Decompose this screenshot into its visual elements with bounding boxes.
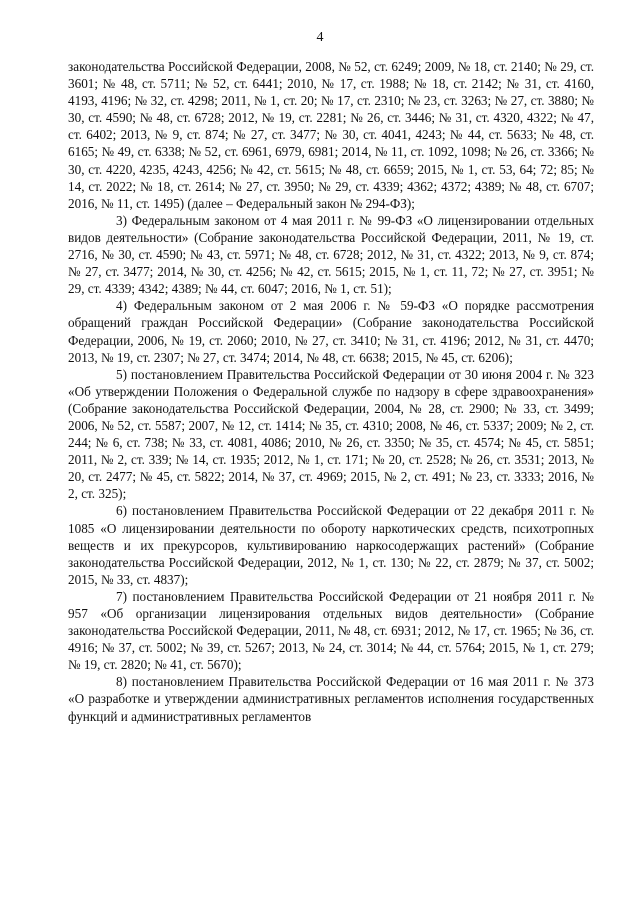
- paragraph-item-4: 4) Федеральным законом от 2 мая 2006 г. № 59-ФЗ «О порядке рассмотрения обращений граждан Российской Федерации» (Собрание законодательства Российской Федерации, 2006, № 19, ст. 2060; 2010, № 27, ст. 3410; № 31, ст. 4196; 2012, № 31, ст. 4470; 2013, № 19, ст. 2307; № 27, ст. 3474; 2014, № 48, ст. 6638; 2015, № 45, ст. 6206);: [68, 298, 594, 365]
- paragraph-item-6: 6) постановлением Правительства Российской Федерации от 22 декабря 2011 г. № 1085 «О лицензировании деятельности по обороту наркотических средств, психотропных веществ и их прекурсоров, культивированию наркосодержащих растений» (Собрание законодательства Российской Федерации, 2012, № 1, ст. 130; № 22, ст. 2879; № 37, ст. 5002; 2015, № 33, ст. 4837);: [68, 503, 594, 587]
- paragraph-continuation: законодательства Российской Федерации, 2008, № 52, ст. 6249; 2009, № 18, ст. 2140; № 29, ст. 3601; № 48, ст. 5711; № 52, ст. 6441; 2010, № 17, ст. 1988; № 18, ст. 2142; № 31, ст. 4160, 4193, 4196; № 32, ст. 4298; 2011, № 1, ст. 20; № 17, ст. 2310; № 23, ст. 3263; № 27, ст. 3880; № 30, ст. 4590; № 48, ст. 6728; 2012, № 19, ст. 2281; № 26, ст. 3446; № 31, ст. 4320, 4322; № 47, ст. 6402; 2013, № 9, ст. 874; № 27, ст. 3477; № 30, ст. 4041, 4243; № 44, ст. 5633; № 48, ст. 6165; № 49, ст. 6338; № 52, ст. 6961, 6979, 6981; 2014, № 11, ст. 1092, 1098; № 26, ст. 3366; № 30, ст. 4220, 4235, 4243, 4256; № 42, ст. 5615; № 48, ст. 6659; 2015, № 1, ст. 53, 64; 72; 85; № 14, ст. 2022; № 18, ст. 2614; № 27, ст. 3950; № 29, ст. 4339; 4362; 4372; 4389; № 48, ст. 6707; 2016, № 11, ст. 1495) (далее – Федеральный закон № 294-ФЗ);: [68, 59, 594, 211]
- paragraph-item-3: 3) Федеральным законом от 4 мая 2011 г. № 99-ФЗ «О лицензировании отдельных видов деятельности» (Собрание законодательства Российской Федерации, 2011, № 19, ст. 2716, № 30, ст. 4590; № 43, ст. 5971; № 48, ст. 6728; 2012, № 31, ст. 4322; 2013, № 9, ст. 874; № 27, ст. 3477; 2014, № 30, ст. 4256; № 42, ст. 5615; 2015, № 1, ст. 11, 72; № 27, ст. 3951; № 29, ст. 4339; 4342; 4389; № 44, ст. 6047; 2016, № 1, ст. 51);: [68, 212, 594, 297]
- paragraph-item-7: 7) постановлением Правительства Российской Федерации от 21 ноября 2011 г. № 957 «Об организации лицензирования отдельных видов деятельности» (Собрание законодательства Российской Федерации, 2011, № 48, ст. 6931; 2012, № 17, ст. 1965; № 36, ст. 4916; № 37, ст. 5002; № 39, ст. 5267; 2013, № 24, ст. 3014; № 44, ст. 5764; 2015, № 1, ст. 279; № 19, ст. 2820; № 41, ст. 5670);: [68, 588, 594, 673]
- paragraph-item-5: 5) постановлением Правительства Российской Федерации от 30 июня 2004 г. № 323 «Об утверждении Положения о Федеральной службе по надзору в сфере здравоохранения» (Собрание законодательства Российской Федерации, 2004, № 28, ст. 2900; № 33, ст. 3499; 2006, № 52, ст. 5587; 2007, № 12, ст. 1414; № 35, ст. 4310; 2008, № 46, ст. 5337; 2009; № 2, ст. 244; № 6, ст. 738; № 33, ст. 4081, 4086; 2010, № 26, ст. 3350; № 35, ст. 4574; № 45, ст. 5851; 2011, № 2, ст. 339; № 14, ст. 1935; 2012, № 1, ст. 171; № 20, ст. 2528; № 26, ст. 3531; 2013, № 20, ст. 2477; № 45, ст. 5822; 2014, № 37, ст. 4969; 2015, № 2, ст. 491; № 23, ст. 3333; 2016, № 2, ст. 325);: [68, 366, 594, 502]
- document-body: [68, 58, 594, 725]
- paragraph-item-8: 8) постановлением Правительства Российской Федерации от 16 мая 2011 г. № 373 «О разработке и утверждении административных регламентов исполнения государственных функций и административных регламентов: [68, 674, 594, 724]
- page-number: 4: [316, 30, 324, 45]
